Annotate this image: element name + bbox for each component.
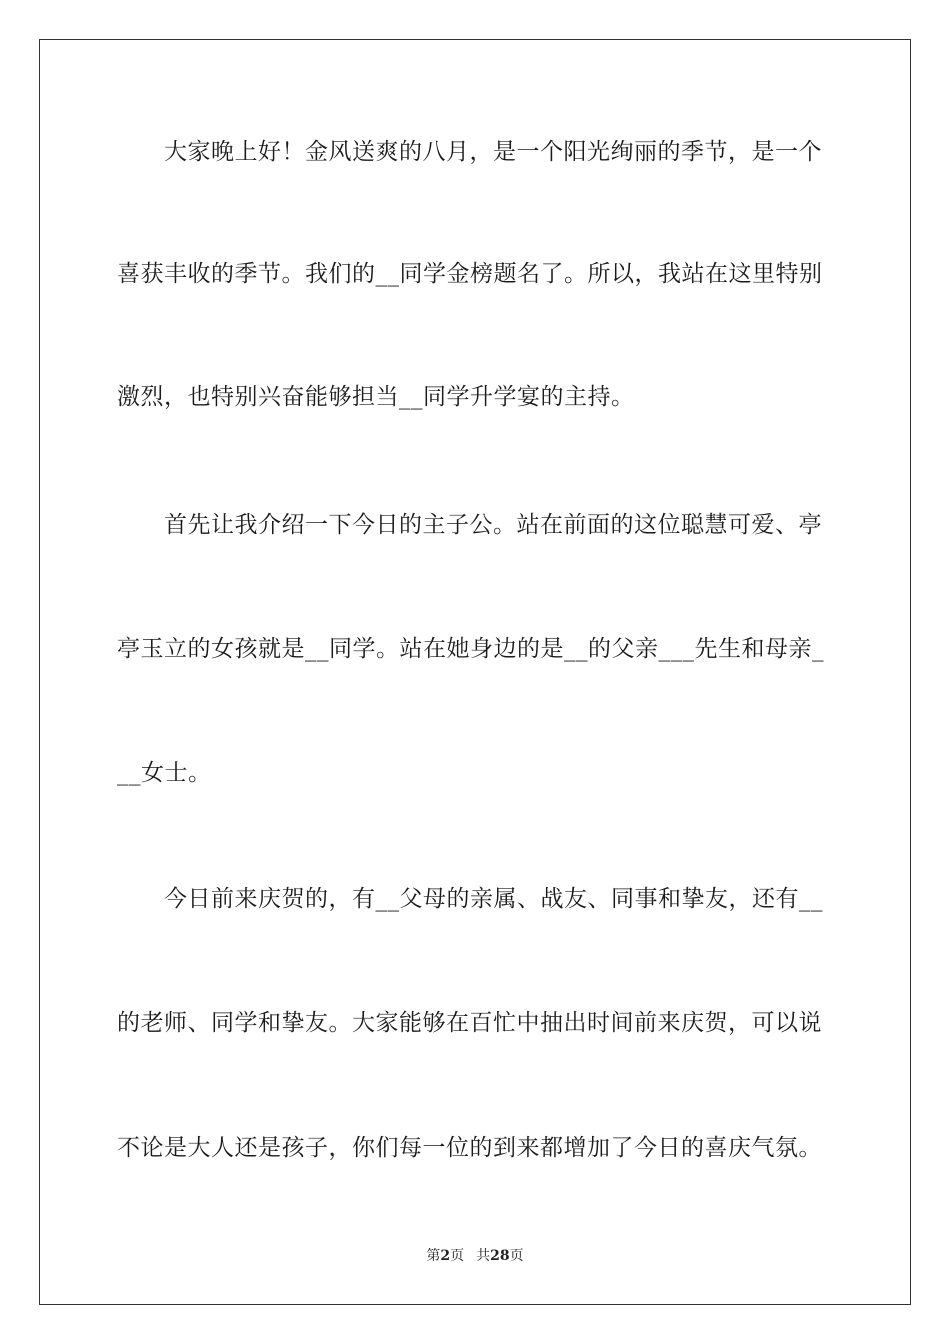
paragraph-1-line-1: 大家晚上好！金风送爽的八月，是一个阳光绚丽的季节，是一个 <box>164 139 822 165</box>
total-pages: 28 <box>490 1248 510 1264</box>
paragraph-1-line-3: 激烈，也特别兴奋能够担当__同学升学宴的主持。 <box>117 384 635 410</box>
paragraph-3-line-3: 不论是大人还是孩子，你们每一位的到来都增加了今日的喜庆气氛。 <box>117 1135 822 1161</box>
page-number: 2 <box>440 1248 451 1264</box>
paragraph-2-line-3: __女士。 <box>117 760 212 786</box>
page-suffix: 页 <box>450 1248 465 1264</box>
paragraph-2-line-2: 亭玉立的女孩就是__同学。站在她身边的是__的父亲___先生和母亲_ <box>117 636 824 662</box>
page-border <box>39 39 911 1305</box>
page-footer <box>0 1247 950 1265</box>
page-prefix: 第 <box>426 1248 441 1264</box>
paragraph-3-line-1: 今日前来庆贺的，有__父母的亲属、战友、同事和挚友，还有__ <box>164 886 823 912</box>
total-suffix: 页 <box>509 1248 524 1264</box>
total-prefix: 共 <box>476 1248 491 1264</box>
paragraph-2-line-1: 首先让我介绍一下今日的主子公。站在前面的这位聪慧可爱、亭 <box>164 512 822 538</box>
paragraph-3-line-2: 的老师、同学和挚友。大家能够在百忙中抽出时间前来庆贺，可以说 <box>117 1010 822 1036</box>
paragraph-1-line-2: 喜获丰收的季节。我们的__同学金榜题名了。所以，我站在这里特别 <box>117 261 823 287</box>
